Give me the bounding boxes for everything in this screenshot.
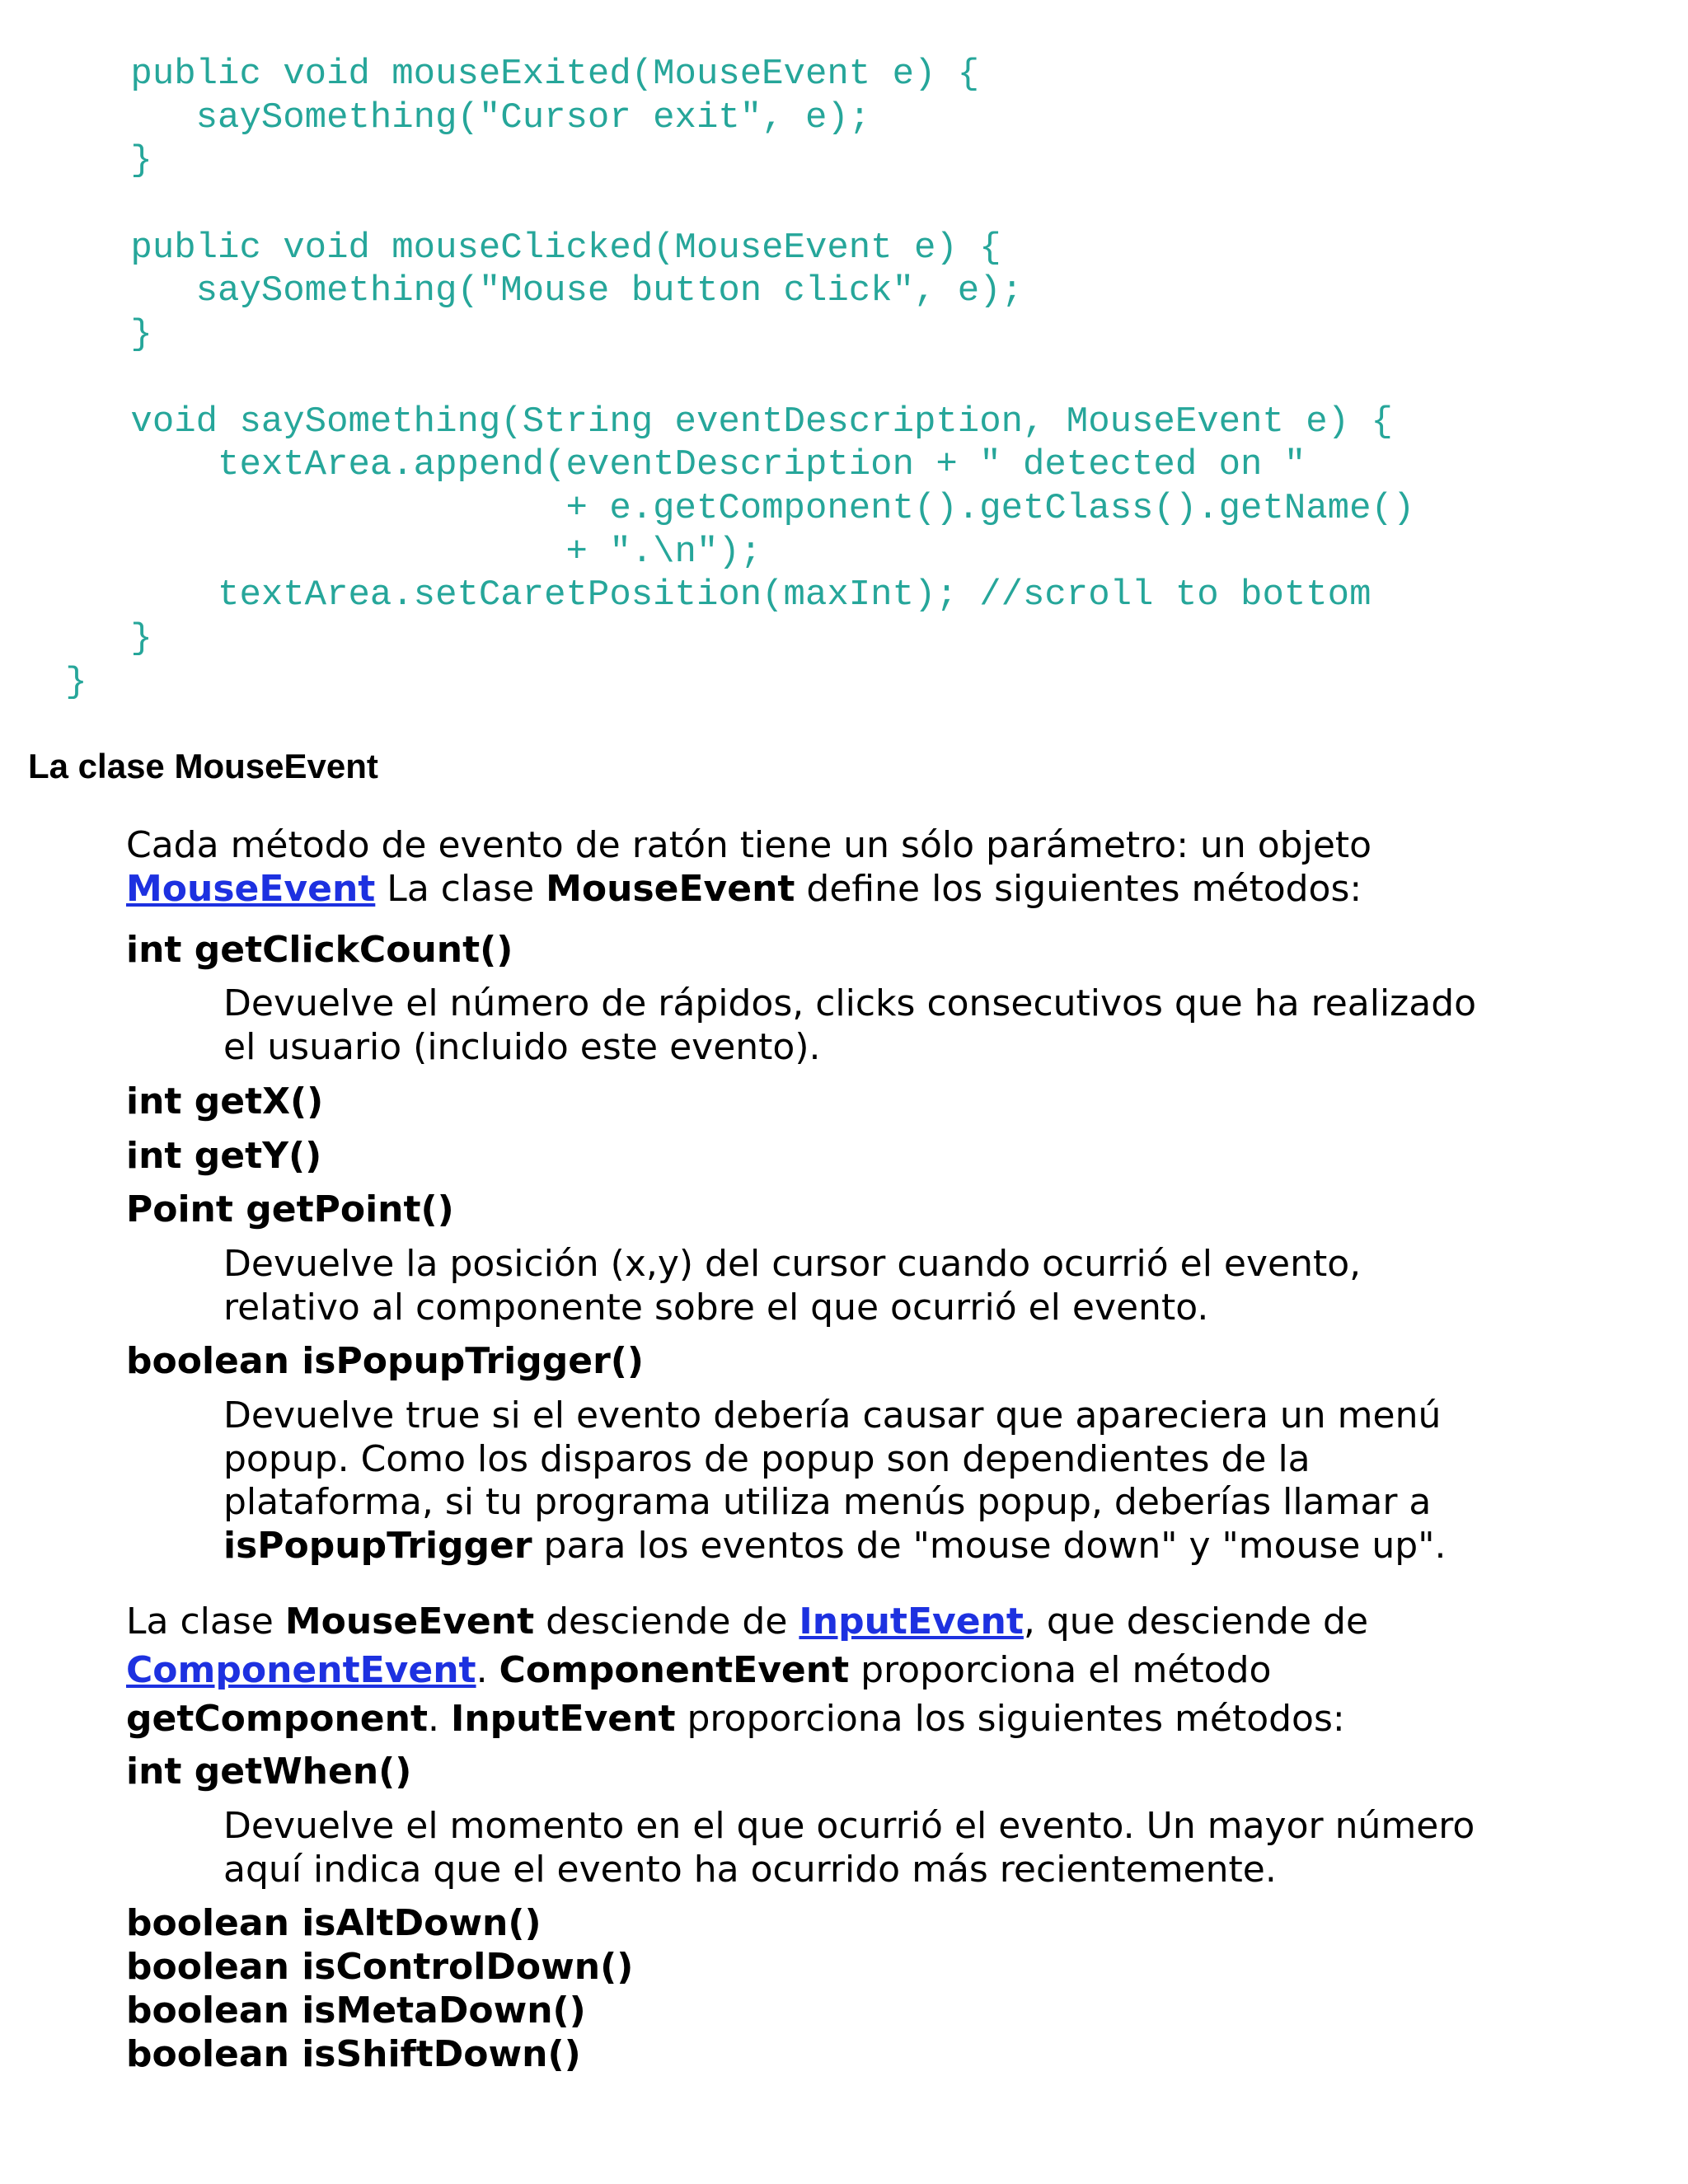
method-ispopuptrigger-description: Devuelve true si el evento debería causar que apareciera un menú popup. Como los disparos de popup son dependientes de la plataforma, si tu programa utiliza menús popup, deberías llamar a isPopupTrigger para los eventos de "mouse down" y "mouse up". [223,1394,1447,1568]
code-line: + ".\n"); [0,531,762,573]
code-line: textArea.append(eventDescription + " detected on " [0,444,1306,486]
code-line: } [0,314,152,356]
code-line: textArea.setCaretPosition(maxInt); //scroll to bottom [0,574,1372,616]
code-line: + e.getComponent().getClass().getName() [0,487,1415,529]
method-getwhen: int getWhen() [126,1750,412,1793]
method-ismetadown: boolean isMetaDown() [126,1990,586,2032]
method-getx: int getX() [126,1080,324,1122]
code-block [0,53,1414,704]
method-ispopuptrigger: boolean isPopupTrigger() [126,1340,644,1382]
method-gety: int getY() [126,1135,322,1177]
code-line: saySomething("Cursor exit", e); [0,96,871,138]
intro-paragraph [126,824,1676,911]
code-line [0,357,1414,401]
code-line: void saySomething(String eventDescription, MouseEvent e) { [0,401,1393,443]
code-line [0,183,1414,227]
method-getpoint-description: Devuelve la posición (x,y) del cursor cuando ocurrió el evento, relativo al componente sobre el que ocurrió el evento. [223,1243,1362,1329]
method-iscontroldown: boolean isControlDown() [126,1946,634,1988]
method-getpoint: Point getPoint() [126,1188,454,1230]
method-getwhen-description: Devuelve el momento en el que ocurrió el evento. Un mayor número aquí indica que el evento ha ocurrido más recientemente. [223,1805,1475,1891]
code-line: public void mouseExited(MouseEvent e) { [0,54,980,95]
inheritance-line-2: ComponentEvent. ComponentEvent proporciona el método [126,1649,1272,1691]
code-line: } [0,661,87,703]
method-isaltdown: boolean isAltDown() [126,1902,542,1944]
inheritance-paragraph [126,1597,1676,1743]
mouseevent-link[interactable]: MouseEvent [126,867,376,910]
section-heading: La clase MouseEvent [28,747,378,785]
inheritance-line-1: La clase MouseEvent desciende de InputEvent, que desciende de [126,1601,1369,1643]
intro-line-2: MouseEvent La clase MouseEvent define los siguientes métodos: [126,867,1362,910]
intro-line-1: Cada método de evento de ratón tiene un sólo parámetro: un objeto [126,824,1372,866]
code-line: public void mouseClicked(MouseEvent e) { [0,227,1001,269]
code-line: } [0,140,152,182]
method-isshiftdown: boolean isShiftDown() [126,2033,581,2075]
inheritance-line-3: getComponent. InputEvent proporciona los siguientes métodos: [126,1698,1345,1740]
code-line: } [0,617,152,659]
inputevent-link[interactable]: InputEvent [799,1601,1024,1643]
method-getclickcount: int getClickCount() [126,929,513,971]
code-line: saySomething("Mouse button click", e); [0,270,1024,312]
componentevent-link[interactable]: ComponentEvent [126,1649,476,1691]
method-getclickcount-description: Devuelve el número de rápidos, clicks consecutivos que ha realizado el usuario (incluido este evento). [223,982,1477,1068]
